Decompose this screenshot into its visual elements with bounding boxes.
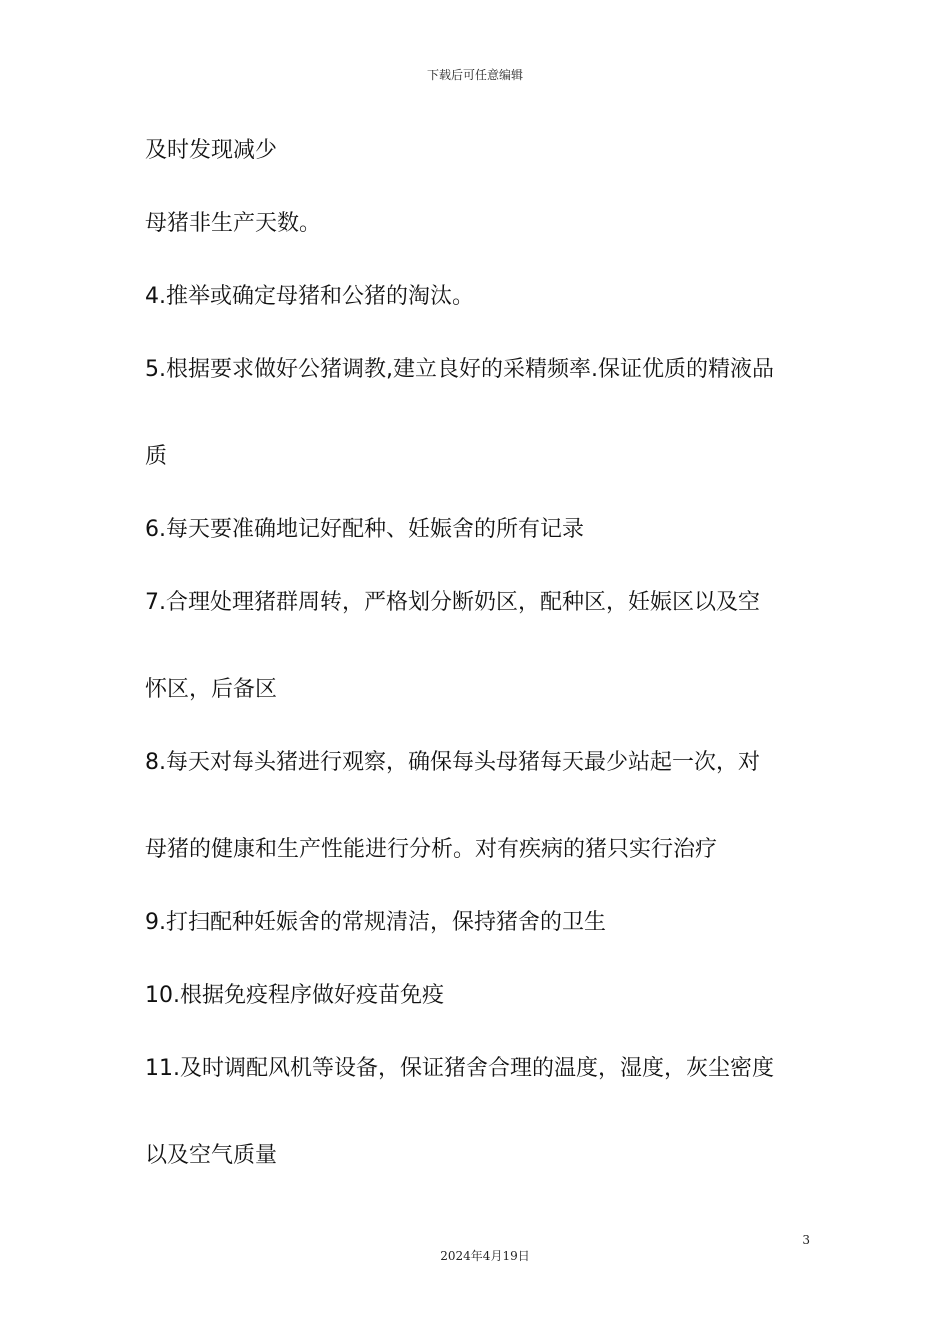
text-line-8: 怀区，后备区 xyxy=(145,677,278,702)
text-line-5: 质 xyxy=(145,444,168,469)
text-line-1: 及时发现减少 xyxy=(145,138,278,163)
text-line-12: 10.根据免疫程序做好疫苗免疫 xyxy=(145,983,444,1008)
text-line-6: 6.每天要准确地记好配种、妊娠舍的所有记录 xyxy=(145,517,584,542)
text-line-11: 9.打扫配种妊娠舍的常规清洁，保持猪舍的卫生 xyxy=(145,910,606,935)
page-header-note: 下载后可任意编辑 xyxy=(426,68,523,82)
footer-date: 2024年4月19日 xyxy=(440,1249,530,1263)
text-line-4: 5.根据要求做好公猪调教,建立良好的采精频率.保证优质的精液品 xyxy=(145,357,774,382)
text-line-2: 母猪非生产天数。 xyxy=(145,211,322,236)
text-line-9: 8.每天对每头猪进行观察，确保每头母猪每天最少站起一次，对 xyxy=(145,750,760,775)
text-line-13: 11.及时调配风机等设备，保证猪舍合理的温度，湿度，灰尘密度 xyxy=(145,1056,774,1081)
text-line-7: 7.合理处理猪群周转，严格划分断奶区，配种区，妊娠区以及空 xyxy=(145,590,760,615)
text-line-14: 以及空气质量 xyxy=(145,1143,278,1168)
text-line-10: 母猪的健康和生产性能进行分析。对有疾病的猪只实行治疗 xyxy=(145,837,718,862)
page-number: 3 xyxy=(802,1233,810,1247)
text-line-3: 4.推举或确定母猪和公猪的淘汰。 xyxy=(145,284,474,309)
